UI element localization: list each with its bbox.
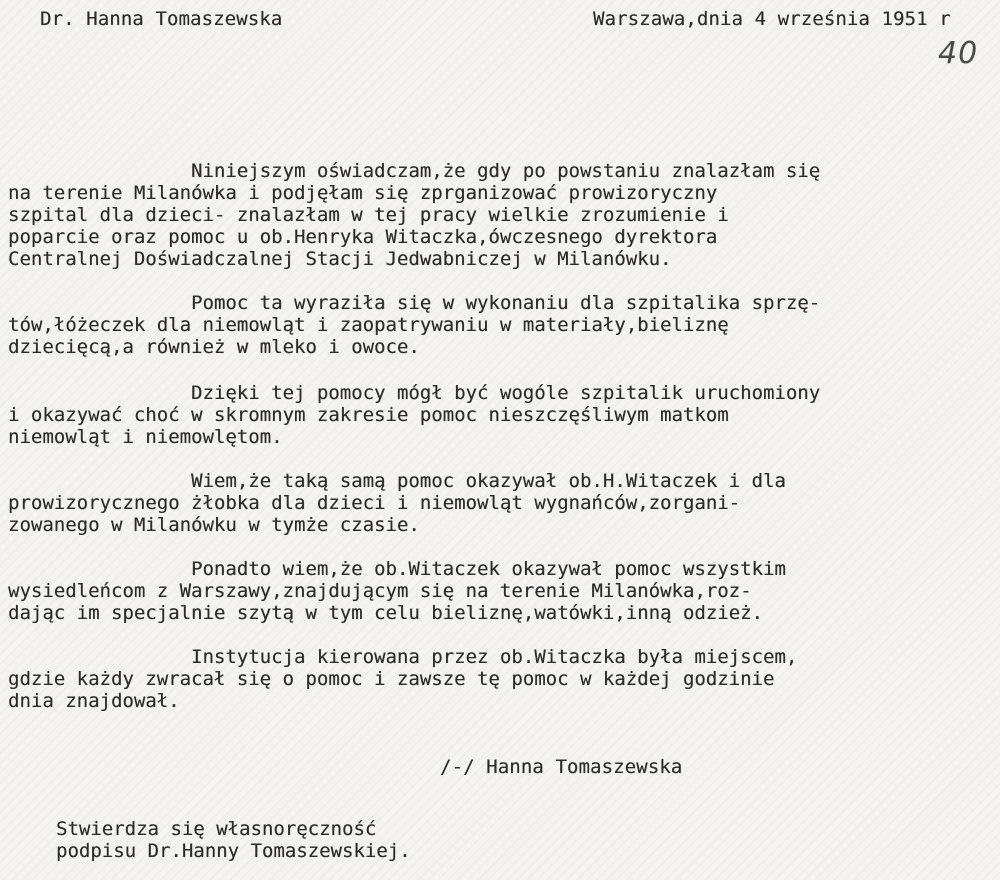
paragraph-line: Centralnej Doświadczalnej Stacji Jedwabniczej w Milanówku. xyxy=(8,248,672,270)
paragraph-line: dziecięcą,a również w mleko i owoce. xyxy=(8,336,420,358)
paragraph-3 xyxy=(8,382,908,448)
paragraph-6 xyxy=(8,646,908,712)
paragraph-line: prowizorycznego żłobka dla dzieci i niemowląt wygnańców,zorgani- xyxy=(8,492,741,514)
paragraph-line: Pomoc ta wyraziła się w wykonaniu dla szpitalika sprzę- xyxy=(8,292,821,314)
place-and-date: Warszawa,dnia 4 września 1951 r xyxy=(593,8,951,30)
paragraph-line: niemowląt i niemowlętom. xyxy=(8,426,283,448)
author-name: Dr. Hanna Tomaszewska xyxy=(40,8,283,30)
paragraph-line: dając im specjalnie szytą w tym celu bieliznę,watówki,inną odzież. xyxy=(8,602,763,624)
certification-line: podpisu Dr.Hanny Tomaszewskiej. xyxy=(56,840,411,862)
handwritten-folio-number: 40 xyxy=(938,36,979,71)
paragraph-2 xyxy=(8,292,908,358)
paragraph-line: na terenie Milanówka i podjęłam się zprganizować prowizoryczny xyxy=(8,182,718,204)
paragraph-line: Instytucja kierowana przez ob.Witaczka była miejscem, xyxy=(8,646,798,668)
paragraph-line: zowanego w Milanówku w tymże czasie. xyxy=(8,514,420,536)
certification-line: Stwierdza się własnoręczność xyxy=(56,818,377,840)
signature-certification xyxy=(56,818,411,862)
paragraph-line: Niniejszym oświadczam,że gdy po powstaniu znalazłam się xyxy=(8,160,821,182)
paragraph-1 xyxy=(8,160,908,270)
paragraph-4 xyxy=(8,470,908,536)
paragraph-line: wysiedleńcom z Warszawy,znajdującym się na terenie Milanówka,roz- xyxy=(8,580,752,602)
paragraph-line: i okazywać choć w skromnym zakresie pomoc nieszczęśliwym matkom xyxy=(8,404,729,426)
paragraph-5 xyxy=(8,558,908,624)
paragraph-line: Ponadto wiem,że ob.Witaczek okazywał pomoc wszystkim xyxy=(8,558,786,580)
typed-signature: /-/ Hanna Tomaszewska xyxy=(440,756,683,778)
paragraph-line: Wiem,że taką samą pomoc okazywał ob.H.Witaczek i dla xyxy=(8,470,786,492)
paragraph-line: gdzie każdy zwracał się o pomoc i zawsze tę pomoc w każdej godzinie xyxy=(8,668,775,690)
paragraph-line: Dzięki tej pomocy mógł być wogóle szpitalik uruchomiony xyxy=(8,382,821,404)
paragraph-line: tów,łóżeczek dla niemowląt i zaopatrywaniu w materiały,bieliznę xyxy=(8,314,729,336)
paragraph-line: poparcie oraz pomoc u ob.Henryka Witaczka,ówczesnego dyrektora xyxy=(8,226,718,248)
paragraph-line: dnia znajdował. xyxy=(8,690,180,712)
paragraph-line: szpital dla dzieci- znalazłam w tej pracy wielkie zrozumienie i xyxy=(8,204,729,226)
